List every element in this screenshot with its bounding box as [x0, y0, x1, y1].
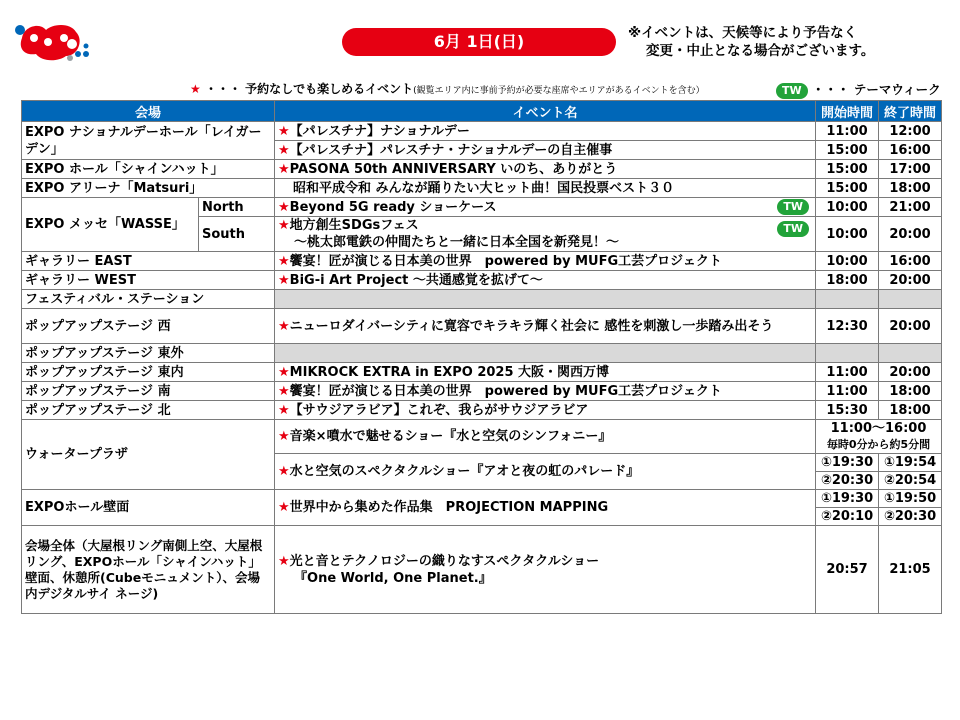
star-icon: ★: [278, 161, 290, 177]
end-time: 20:00: [879, 217, 942, 252]
start-time: 20:57: [816, 526, 879, 614]
notice: [628, 24, 874, 60]
end-time-2: ②20:54: [879, 472, 942, 490]
star-icon: ★: [278, 500, 290, 515]
table-row: [22, 363, 942, 382]
star-icon: ★: [278, 553, 290, 569]
star-icon: ★: [278, 253, 290, 269]
venue-cell: ウォータープラザ: [22, 420, 275, 490]
schedule-table: [21, 100, 942, 614]
event-cell: [275, 401, 816, 420]
venue-cell: ギャラリー WEST: [22, 271, 275, 290]
venue-cell: ポップアップステージ 北: [22, 401, 275, 420]
end-time: 20:00: [879, 271, 942, 290]
notice-line-1: ※イベントは、天候等により予告なく: [628, 25, 858, 41]
event-cell: [275, 141, 816, 160]
event-name: 水と空気のスペクタクルショー『アオと夜の虹のパレード』: [289, 464, 640, 479]
event-name: 音楽×噴水で魅せるショー『水と空気のシンフォニー』: [289, 429, 612, 444]
start-time: 18:00: [816, 271, 879, 290]
event-name: 世界中から集めた作品集 PROJECTION MAPPING: [289, 500, 609, 515]
venue-cell: ギャラリー EAST: [22, 252, 275, 271]
event-cell: [275, 309, 816, 344]
tw-legend-text: ・・・ テーマウィーク: [812, 82, 941, 97]
venue-cell: EXPO ナショナルデーホール「レイガーデン」: [22, 122, 275, 160]
time-note: 毎時0分から約5分間: [826, 437, 931, 451]
start-time-2: ②20:10: [816, 508, 879, 526]
star-icon: ★: [278, 218, 290, 233]
venue-cell: 会場全体（大屋根リング南側上空、大屋根リング、EXPOホール「シャインハット」壁面、休憩所(Cubeモニュメント）、会場内デジタルサイ ネージ): [22, 526, 275, 614]
start-time: 15:00: [816, 160, 879, 179]
event-cell: [275, 179, 816, 198]
start-time: 10:00: [816, 198, 879, 217]
event-cell: [275, 526, 816, 614]
start-time: 10:00: [816, 217, 879, 252]
table-row: [22, 198, 942, 217]
empty-event-cell: [275, 344, 816, 363]
venue-cell: EXPO ホール「シャインハット」: [22, 160, 275, 179]
legend-text: ・・・ 予約なしでも楽しめるイベント: [204, 82, 414, 96]
event-cell: [275, 490, 816, 526]
table-row: [22, 179, 942, 198]
star-icon: ★: [278, 318, 290, 334]
event-name: 昭和平成令和 みんなが踊りたい大ヒット曲！国民投票ベスト３０: [293, 180, 675, 196]
event-name: 饗宴！匠が演じる日本美の世界 powered by MUFG工芸プロジェクト: [289, 383, 722, 399]
event-name: 【サウジアラビア】これぞ、我らがサウジアラビア: [289, 402, 589, 418]
venue-cell: EXPO メッセ「WASSE」: [22, 198, 199, 252]
tw-badge-icon: TW: [777, 221, 809, 237]
table-row: [22, 309, 942, 344]
tw-badge-icon: TW: [777, 199, 809, 215]
start-time: 10:00: [816, 252, 879, 271]
table-row: [22, 290, 942, 309]
notice-line-2: 変更・中止となる場合がございます。: [646, 43, 875, 59]
table-row: [22, 401, 942, 420]
event-cell: [275, 454, 816, 490]
star-icon: ★: [278, 199, 290, 215]
event-cell: [275, 198, 816, 217]
star-icon: ★: [278, 272, 290, 288]
table-row: [22, 271, 942, 290]
table-row: [22, 420, 942, 454]
empty-start-cell: [816, 344, 879, 363]
col-event: イベント名: [275, 101, 816, 122]
star-icon: ★: [278, 429, 290, 444]
event-cell: [275, 420, 816, 454]
star-icon: ★: [190, 82, 201, 96]
end-time: 18:00: [879, 382, 942, 401]
venue-cell: ポップアップステージ 西: [22, 309, 275, 344]
empty-start-cell: [816, 290, 879, 309]
table-row: [22, 490, 942, 508]
start-time: 11:00: [816, 122, 879, 141]
start-time: 15:00: [816, 141, 879, 160]
end-time-1: ①19:54: [879, 454, 942, 472]
event-name: 【パレスチナ】ナショナルデー: [289, 123, 470, 139]
empty-event-cell: [275, 290, 816, 309]
end-time-1: ①19:50: [879, 490, 942, 508]
table-row: [22, 252, 942, 271]
venue-cell: ポップアップステージ 南: [22, 382, 275, 401]
legend-star-events: [190, 80, 705, 97]
end-time: 16:00: [879, 252, 942, 271]
date-badge: 6月 1日(日): [342, 28, 616, 56]
start-time: 15:00: [816, 179, 879, 198]
event-cell: [275, 271, 816, 290]
start-time-1: ①19:30: [816, 490, 879, 508]
start-time: 11:00: [816, 363, 879, 382]
end-time: 20:00: [879, 309, 942, 344]
event-name: BiG-i Art Project ～共通感覚を拡げて～: [289, 272, 543, 288]
start-time-1: ①19:30: [816, 454, 879, 472]
table-row: [22, 382, 942, 401]
col-start: 開始時間: [816, 101, 879, 122]
end-time: 18:00: [879, 401, 942, 420]
time-range: 11:00～16:00: [830, 420, 927, 436]
star-icon: ★: [278, 364, 290, 380]
empty-end-cell: [879, 290, 942, 309]
event-name: Beyond 5G ready ショーケース: [289, 199, 497, 215]
event-name: ニューロダイバーシティに寛容でキラキラ輝く社会に 感性を刺激し一歩踏み出そう: [289, 318, 774, 334]
col-venue: 会場: [22, 101, 275, 122]
star-icon: ★: [278, 142, 290, 158]
start-time: 12:30: [816, 309, 879, 344]
event-cell: [275, 122, 816, 141]
table-row: [22, 526, 942, 614]
end-time: 12:00: [879, 122, 942, 141]
col-end: 終了時間: [879, 101, 942, 122]
venue-cell: EXPO アリーナ「Matsuri」: [22, 179, 275, 198]
table-row: [22, 122, 942, 141]
end-time: 17:00: [879, 160, 942, 179]
end-time: 20:00: [879, 363, 942, 382]
end-time: 16:00: [879, 141, 942, 160]
star-icon: ★: [278, 464, 290, 479]
event-name-line2: 『One World, One Planet.』: [294, 570, 492, 586]
venue-cell: ポップアップステージ 東外: [22, 344, 275, 363]
event-name-line2: ～桃太郎電鉄の仲間たちと一緒に日本全国を新発見！～: [294, 235, 620, 250]
event-cell: [275, 382, 816, 401]
event-cell: [275, 363, 816, 382]
legend-note: (観覧エリア内に事前予約が必要な座席やエリアがあるイベントを含む）: [413, 86, 705, 96]
event-cell: [275, 217, 816, 252]
sub-venue: North: [199, 198, 275, 217]
sub-venue: South: [199, 217, 275, 252]
venue-cell: EXPOホール壁面: [22, 490, 275, 526]
event-name-line1: 地方創生SDGsフェス: [289, 218, 419, 233]
table-row: [22, 344, 942, 363]
event-cell: [275, 252, 816, 271]
star-icon: ★: [278, 402, 290, 418]
empty-end-cell: [879, 344, 942, 363]
event-name: MIKROCK EXTRA in EXPO 2025 大阪・関西万博: [289, 364, 610, 380]
legend-theme-week: [776, 80, 941, 99]
event-name-line1: 光と音とテクノロジーの織りなすスペクタクルショー: [289, 553, 600, 569]
start-time: 11:00: [816, 382, 879, 401]
tw-badge-icon: TW: [776, 83, 808, 99]
event-name: 饗宴！匠が演じる日本美の世界 powered by MUFG工芸プロジェクト: [289, 253, 722, 269]
end-time-2: ②20:30: [879, 508, 942, 526]
venue-cell: ポップアップステージ 東内: [22, 363, 275, 382]
end-time: 18:00: [879, 179, 942, 198]
venue-cell: フェスティバル・ステーション: [22, 290, 275, 309]
end-time: 21:00: [879, 198, 942, 217]
event-name: 【パレスチナ】パレスチナ・ナショナルデーの自主催事: [289, 142, 613, 158]
end-time: 21:05: [879, 526, 942, 614]
star-icon: ★: [278, 123, 290, 139]
star-icon: ★: [278, 383, 290, 399]
time-range-cell: [816, 420, 942, 454]
table-header-row: [22, 101, 942, 122]
table-row: [22, 160, 942, 179]
start-time-2: ②20:30: [816, 472, 879, 490]
expo-logo: [12, 18, 92, 64]
event-name: PASONA 50th ANNIVERSARY いのち、ありがとう: [289, 161, 618, 177]
event-cell: [275, 160, 816, 179]
start-time: 15:30: [816, 401, 879, 420]
